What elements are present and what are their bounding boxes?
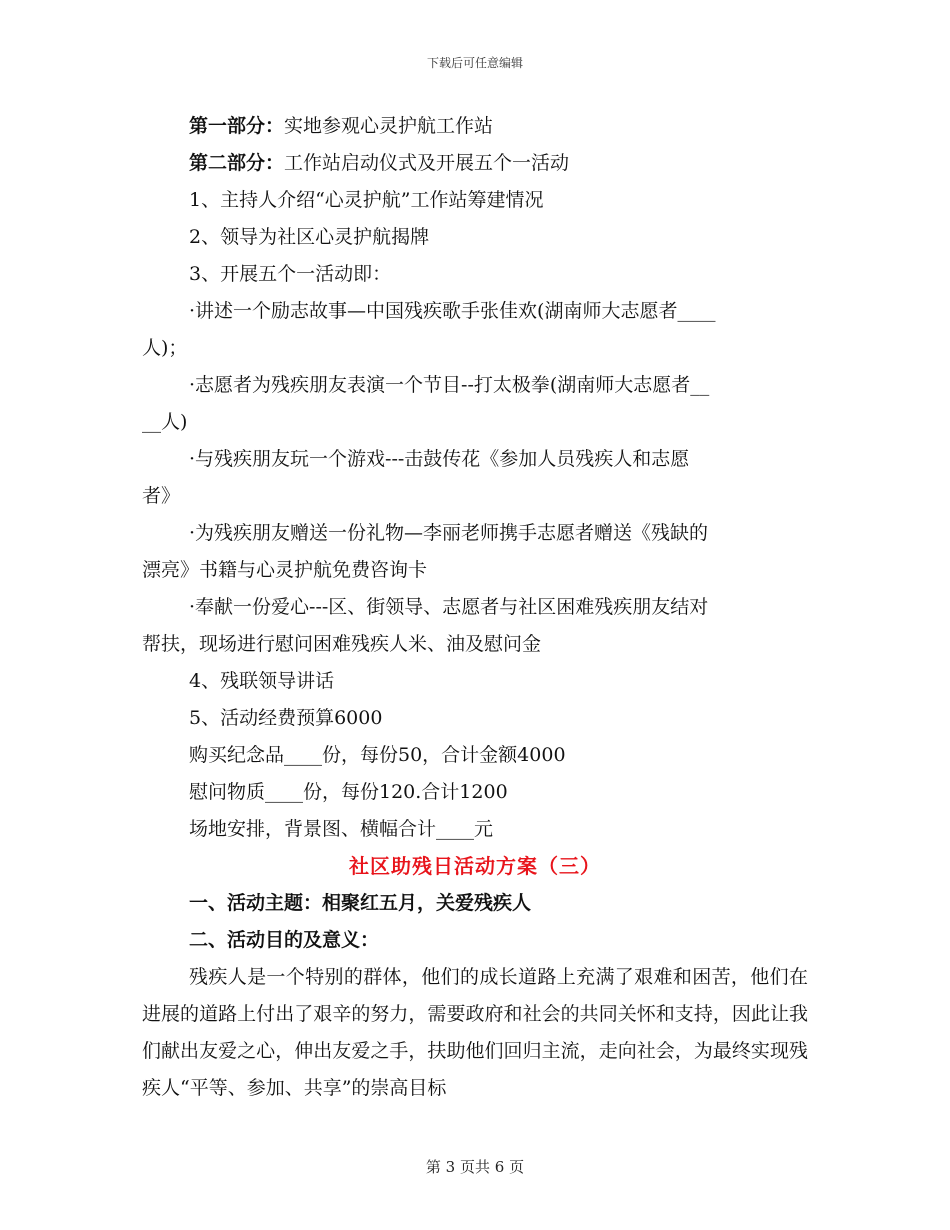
purpose-paragraph: 残疾人是一个特别的群体，他们的成长道路上充满了艰难和困苦，他们在进展的道路上付出了艰辛的努力，需要政府和社会的共同关怀和支持，因此让我们献出友爱之心，伸出友爱之手，扶助他们回归主流，走向社会，为最终实现残疾人“平等、参加、共享”的崇高目标 — [142, 966, 808, 1099]
part-one-line — [142, 108, 808, 145]
bullet-1-line-1: ·讲述一个励志故事—中国残疾歌手张佳欢(湖南师大志愿者____ — [189, 300, 716, 322]
part-one-text: 实地参观心灵护航工作站 — [284, 115, 494, 137]
list-item-1: 1、主持人介绍“心灵护航”工作站筹建情况 — [189, 189, 544, 211]
heading-activity-theme: 一、活动主题：相聚红五月，关爱残疾人 — [189, 892, 532, 914]
bullet-1-line-2: 人)； — [142, 337, 188, 359]
page-footer: 第 3 页共 6 页 — [425, 1158, 525, 1176]
list-item-4: 4、残联领导讲话 — [189, 670, 335, 692]
page-header: 下载后可任意编辑 — [426, 56, 523, 70]
budget-line-2: 慰问物质____份，每份120.合计1200 — [189, 781, 508, 803]
bullet-2-line-1: ·志愿者为残疾朋友表演一个节目--打太极拳(湖南师大志愿者__ — [189, 374, 710, 396]
part-one-label: 第一部分： — [189, 115, 285, 137]
bullet-3-line-2: 者》 — [142, 485, 181, 507]
bullet-2-line-2: __人) — [142, 411, 188, 433]
section-title: 社区助残日活动方案（三） — [349, 854, 601, 878]
part-two-label: 第二部分： — [189, 152, 285, 174]
bullet-3-line-1: ·与残疾朋友玩一个游戏---击鼓传花《参加人员残疾人和志愿 — [189, 448, 690, 470]
document-body — [142, 108, 808, 1107]
budget-line-1: 购买纪念品____份，每份50，合计金额4000 — [189, 744, 566, 766]
list-item-2: 2、领导为社区心灵护航揭牌 — [189, 226, 430, 248]
part-two-line — [142, 145, 808, 182]
list-item-3: 3、开展五个一活动即： — [189, 263, 392, 285]
part-two-text: 工作站启动仪式及开展五个一活动 — [284, 152, 570, 174]
bullet-4-line-2: 漂亮》书籍与心灵护航免费咨询卡 — [142, 559, 428, 581]
list-item-5: 5、活动经费预算6000 — [189, 707, 383, 729]
bullet-4-line-1: ·为残疾朋友赠送一份礼物—李丽老师携手志愿者赠送《残缺的 — [189, 522, 709, 544]
bullet-5-line-1: ·奉献一份爱心---区、街领导、志愿者与社区困难残疾朋友结对 — [189, 596, 709, 618]
budget-line-3: 场地安排，背景图、横幅合计____元 — [189, 818, 494, 840]
heading-activity-purpose: 二、活动目的及意义： — [189, 929, 380, 951]
bullet-5-line-2: 帮扶，现场进行慰问困难残疾人米、油及慰问金 — [142, 633, 542, 655]
